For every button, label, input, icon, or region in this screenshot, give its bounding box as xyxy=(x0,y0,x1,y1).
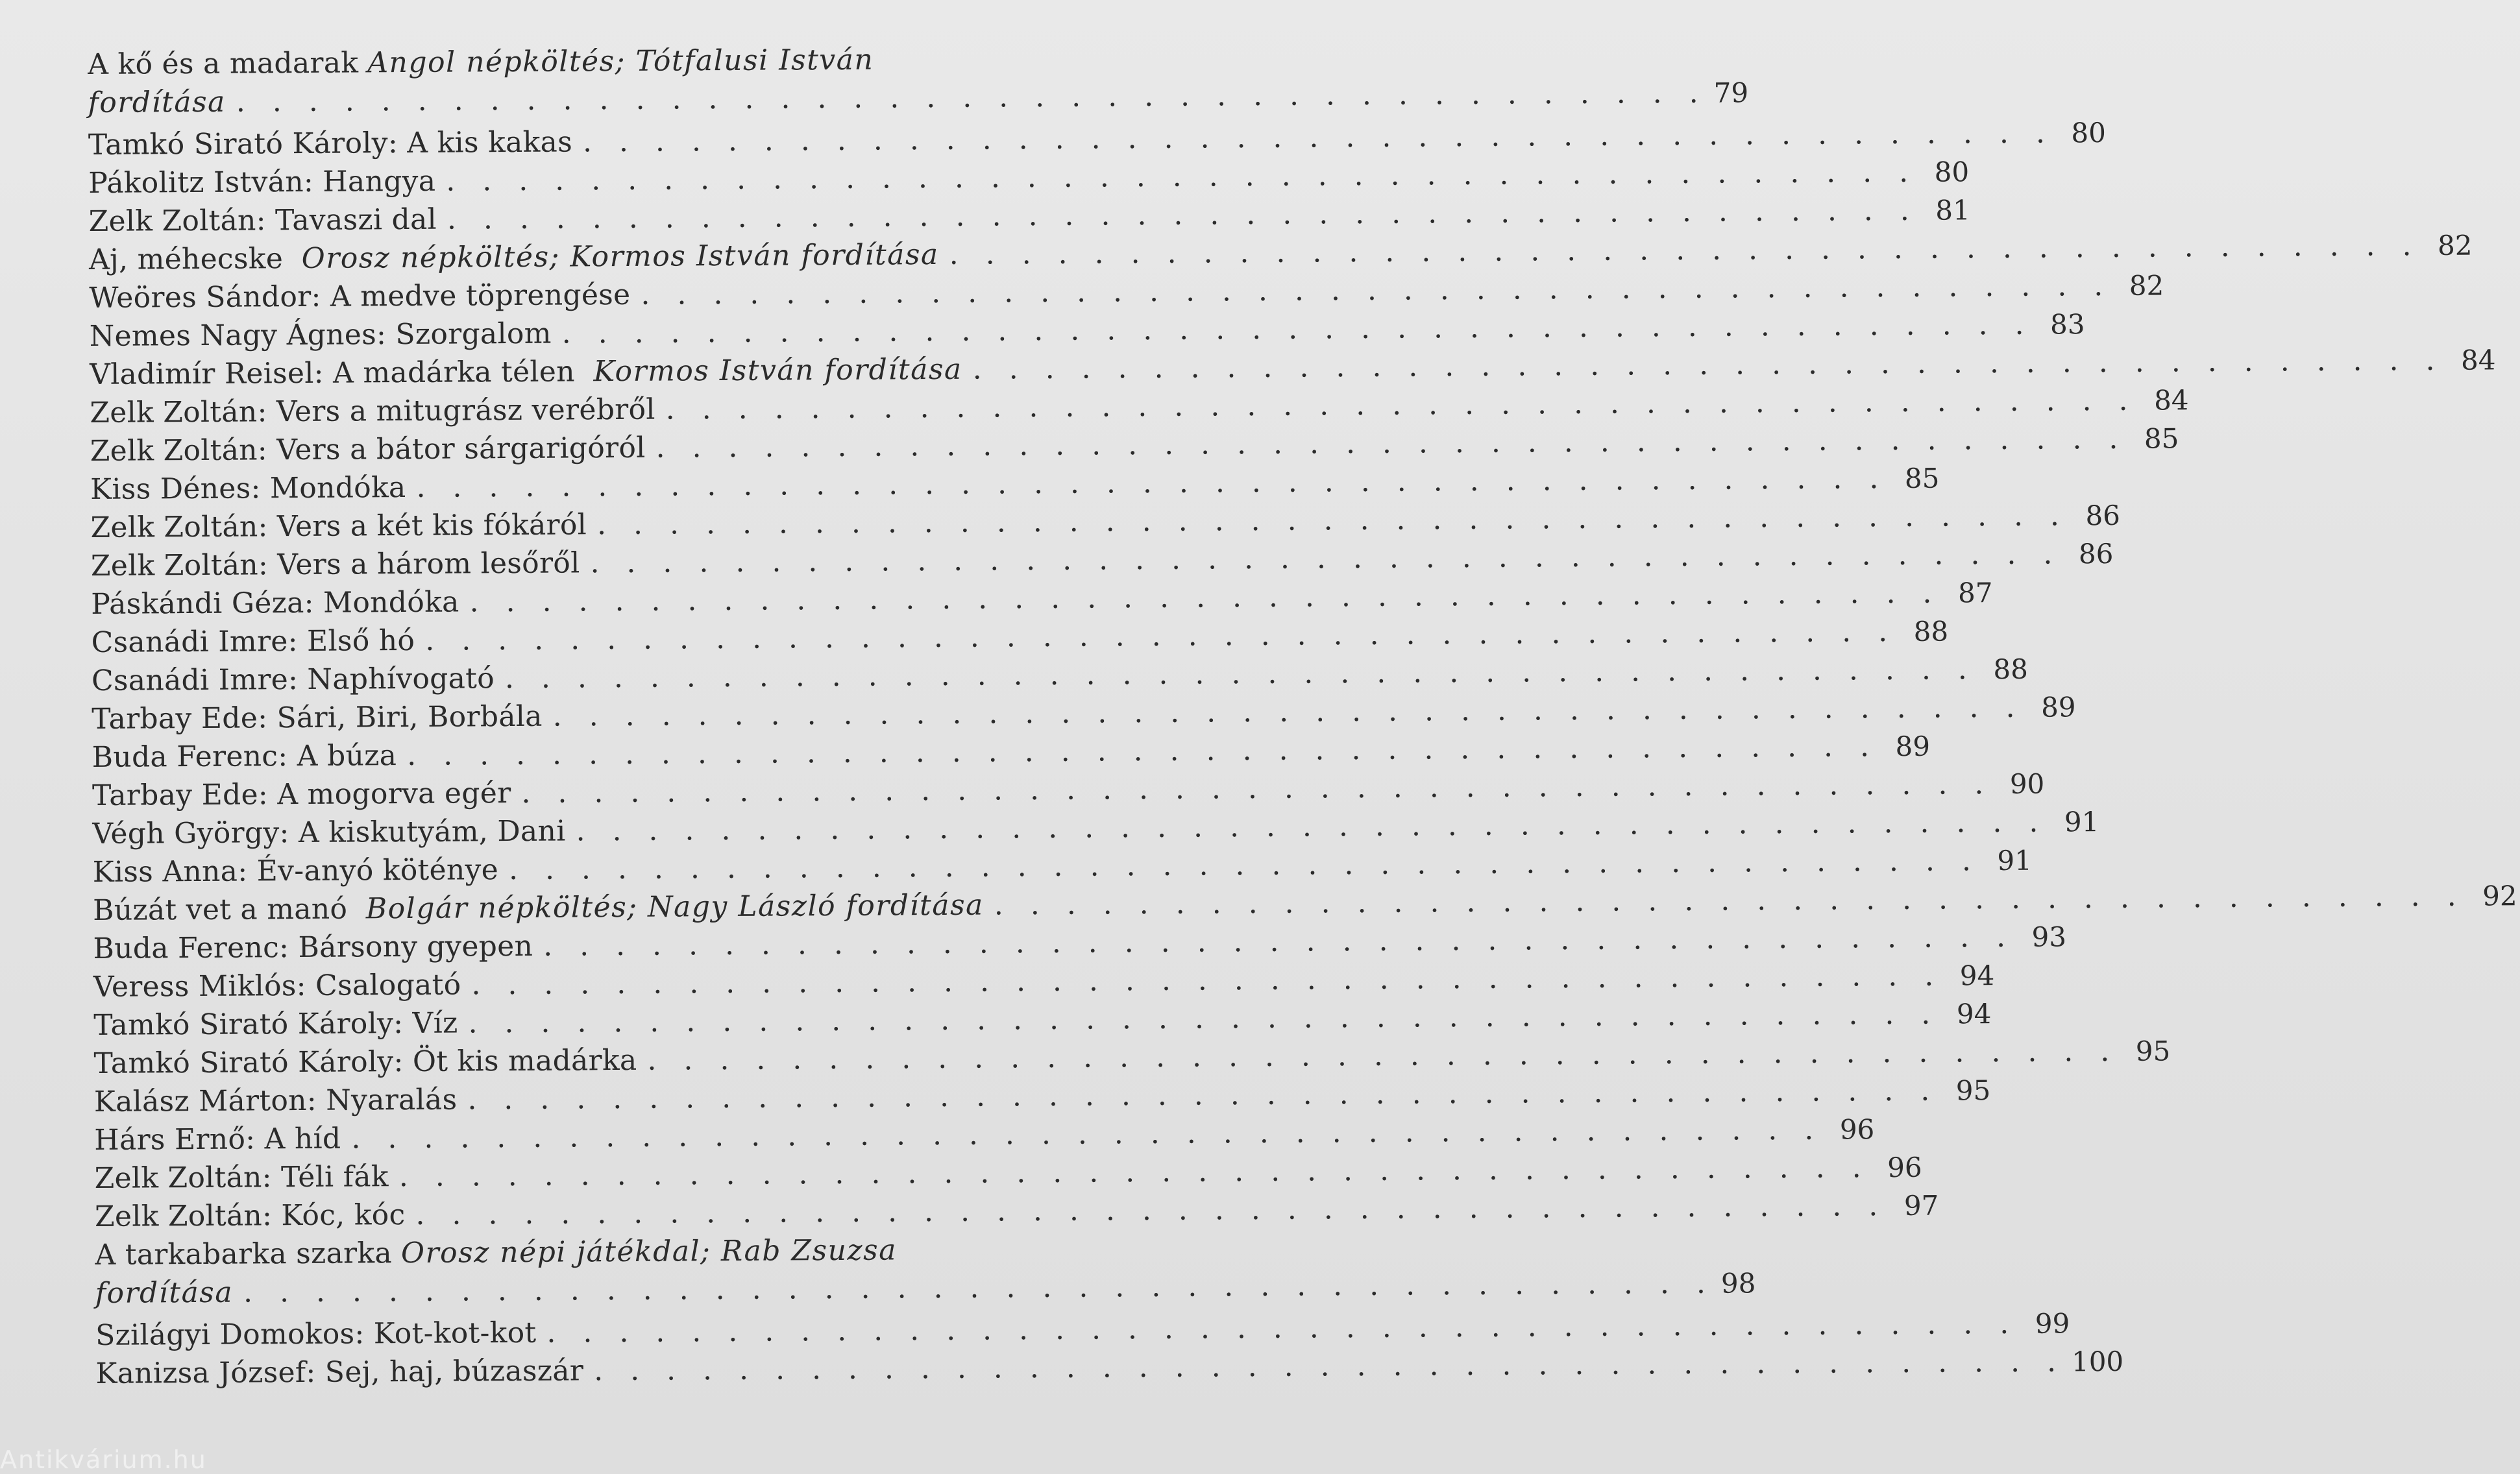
dot-leader: . . . . . . . . . . . . . . . . . . . . . . . . . . . . . . . . . . . . . . . . . xyxy=(425,614,1897,657)
toc-entry-title: Szilágyi Domokos: Kot-kot-kot xyxy=(95,1316,537,1352)
dot-leader: . . . . . . . . . . . . . . . . . . . . . . . . . . . . . . . . . . . . . . . . . xyxy=(665,383,2137,426)
toc-entry-row xyxy=(89,343,2496,394)
dot-leader: . . . . . . . . . . . . . . . . . . . . . . . . . . . . . . . . . . . . . . . . . xyxy=(543,920,2015,963)
toc-entry xyxy=(95,1345,2124,1393)
dot-leader: . . . . . . . . . . . . . . . . . . . . . . . . . . . . . . . . . . . . . . . . . xyxy=(415,1189,1887,1231)
dot-leader: . . . . . . . . . . . . . . . . . . . . . . . . . . . . . . . . . . . . . . . . . xyxy=(351,1113,1823,1155)
page-number: 83 xyxy=(2049,308,2085,341)
toc-entry-translation-note-continued: fordítása xyxy=(95,1275,234,1310)
toc-entry-title: Végh György: A kiskutyám, Dani xyxy=(92,814,566,851)
page-number: 99 xyxy=(2035,1307,2070,1340)
toc-entry-title: Aj, méhecske xyxy=(88,242,284,276)
toc-entry-title: Zelk Zoltán: Vers a mitugrász verébről xyxy=(90,393,655,429)
toc-entry-title: Nemes Nagy Ágnes: Szorgalom xyxy=(89,317,552,353)
toc-entry xyxy=(92,690,2076,738)
toc-entry-row xyxy=(94,1151,1922,1198)
dot-leader: . . . . . . . . . . . . . . . . . . . . . . . . . . . . . . . . . . . . . . . . . xyxy=(398,1151,1870,1194)
dot-leader: . . . . . . . . . . . . . . . . . . . . . . . . . . . . . . . . . . . . . . . . . xyxy=(593,1345,2066,1388)
toc-entry-title: Kiss Anna: Év-anyó köténye xyxy=(92,853,499,889)
toc-entry-translation-note: Angol népköltés; Tótfalusi István xyxy=(367,43,874,80)
toc-entry-row xyxy=(89,308,2085,356)
toc-entry-row xyxy=(90,462,1940,509)
toc-entry-title: Zelk Zoltán: Vers a három lesőről xyxy=(90,546,580,583)
toc-entry-title: Kanizsa József: Sej, haj, búzaszár xyxy=(95,1354,584,1390)
toc-entry-translation-note-continued: fordítása xyxy=(88,85,226,119)
toc-entry-title: Pákolitz István: Hangya xyxy=(88,164,436,200)
dot-leader: . . . . . . . . . . . . . . . . . . . . . . . . . . . . . . . . . . . . . . . . . xyxy=(949,229,2421,271)
page-number: 86 xyxy=(2078,537,2114,570)
page-number: 88 xyxy=(1913,615,1949,647)
page-number: 92 xyxy=(2482,880,2517,912)
toc-entry xyxy=(89,343,2496,394)
toc-entry xyxy=(90,537,2114,585)
toc-entry-row xyxy=(95,1345,2124,1393)
toc-entry xyxy=(92,730,1931,777)
page-number: 98 xyxy=(1720,1267,1756,1299)
toc-entry-row xyxy=(90,422,2179,470)
dot-leader: . . . . . . . . . . . . . . . . . . . . . . . . . . . . . . . . . . . . . . . . . xyxy=(468,997,1940,1040)
toc-entry xyxy=(94,1151,1922,1198)
toc-entry-title: Zelk Zoltán: Kóc, kóc xyxy=(94,1198,406,1233)
toc-entry-title: Hárs Ernő: A híd xyxy=(94,1122,341,1157)
dot-leader: . . . . . . . . . . . . . . . . . . . . . . . . . . . . . . . . . . . . . . . . . xyxy=(416,462,1888,504)
toc-entry-row xyxy=(92,805,2099,853)
toc-entry xyxy=(94,1189,1939,1236)
toc-entry-row xyxy=(92,730,1931,777)
toc-entry-row xyxy=(93,920,2067,968)
toc-entry xyxy=(89,269,2164,317)
table-of-contents xyxy=(88,40,2517,1393)
page-number: 89 xyxy=(2040,691,2076,723)
page-number: 95 xyxy=(2135,1035,2171,1067)
page-number: 95 xyxy=(1955,1074,1991,1107)
toc-entry xyxy=(93,959,1995,1006)
toc-entry xyxy=(92,844,2033,891)
toc-entry xyxy=(91,576,1993,623)
page-number: 93 xyxy=(2031,921,2067,953)
toc-entry xyxy=(90,383,2189,432)
dot-leader: . . . . . . . . . . . . . . . . . . . . . . . . . . . . . . . . . . . . . . . . . xyxy=(576,805,2048,848)
toc-entry-second-line xyxy=(88,76,1749,122)
toc-entry-title: Tarbay Ede: A mogorva egér xyxy=(92,777,511,812)
toc-entry-title: Búzát vet a manó xyxy=(92,892,348,927)
dot-leader: . . . . . . . . . . . . . . . . . . . . . . . . . . . . . . . . . . . . . . . . . xyxy=(582,116,2055,159)
page-number: 91 xyxy=(2064,806,2099,838)
toc-entry xyxy=(90,422,2179,470)
toc-entry-title: Csanádi Imre: Naphívogató xyxy=(91,662,495,697)
toc-entry-title: Tamkó Sirató Károly: Öt kis madárka xyxy=(93,1043,637,1080)
toc-entry xyxy=(88,229,2473,279)
dot-leader: . . . . . . . . . . . . . . . . . . . . . . . . . . . . . . . . . . . . . . . . . xyxy=(590,537,2062,580)
toc-entry-row xyxy=(88,193,1970,241)
page-number: 94 xyxy=(1956,998,1992,1030)
toc-entry xyxy=(93,997,1992,1045)
toc-entry-row xyxy=(94,1113,1875,1159)
watermark-text: Antikvárium.hu xyxy=(0,1445,207,1474)
toc-entry-row xyxy=(90,499,2121,547)
toc-entry-title: Kalász Márton: Nyaralás xyxy=(93,1083,458,1118)
toc-entry-translation-note: Bolgár népköltés; Nagy László fordítása xyxy=(365,888,984,926)
dot-leader: . . . . . . . . . . . . . . . . . . . . . . . . . . . . . . . . . . . . . . . . . xyxy=(447,193,1918,236)
toc-entry-title: Tarbay Ede: Sári, Biri, Borbála xyxy=(92,699,543,736)
toc-entry-row xyxy=(93,1074,1991,1121)
toc-entry xyxy=(95,1307,2070,1355)
page-number: 87 xyxy=(1957,577,1993,609)
toc-entry xyxy=(88,193,1970,241)
toc-entry-row xyxy=(88,155,1970,202)
toc-entry-row xyxy=(91,614,1949,662)
toc-entry-row xyxy=(90,537,2114,585)
page-number: 88 xyxy=(1993,653,2028,686)
page-number: 94 xyxy=(1959,960,1995,992)
toc-entry-translation-note: Orosz népköltés; Kormos István fordítása xyxy=(301,237,939,275)
toc-entry xyxy=(91,653,2028,700)
toc-entry-title: Zelk Zoltán: Tavaszi dal xyxy=(88,202,437,238)
toc-entry-row xyxy=(91,576,1993,623)
toc-entry-row xyxy=(88,116,2106,164)
toc-entry-title: Zelk Zoltán: Téli fák xyxy=(94,1160,389,1195)
toc-entry-row xyxy=(92,844,2033,891)
page-number: 82 xyxy=(2129,269,2164,302)
dot-leader: . . . . . . . . . . . . . . . . . . . . . . . . . . . . . . . . . . . . . . . . . xyxy=(546,1307,2018,1349)
toc-entry-title: Weöres Sándor: A medve töprengése xyxy=(89,278,631,315)
dot-leader: . . . . . . . . . . . . . . . . . . . . . . . . . . . . . . . . . . . . . . . . . xyxy=(655,422,2127,465)
dot-leader: . . . . . . . . . . . . . . . . . . . . . . . . . . . . . . . . . . . . . . . . . xyxy=(407,730,1879,773)
dot-leader: . . . . . . . . . . . . . . . . . . . . . . . . . . . . . . . . . . . . . . . . . xyxy=(552,690,2024,733)
dot-leader: . . . . . . . . . . . . . . . . . . . . . . . . . . . . . . . . . . . . . . . . . xyxy=(508,844,1981,887)
toc-entry-row xyxy=(93,997,1992,1045)
toc-entry-row xyxy=(92,879,2517,930)
page-number: 96 xyxy=(1887,1151,1922,1184)
page-number: 97 xyxy=(1903,1189,1939,1222)
toc-entry-row xyxy=(93,959,1995,1006)
toc-entry-first-line xyxy=(95,1231,990,1274)
toc-entry xyxy=(93,1074,1991,1121)
toc-entry-translation-note: Orosz népi játékdal; Rab Zsuzsa xyxy=(400,1233,898,1270)
toc-entry-row xyxy=(90,383,2189,432)
toc-entry xyxy=(88,116,2106,164)
page-number: 85 xyxy=(2144,422,2179,455)
page-number: 86 xyxy=(2085,499,2121,532)
toc-entry-title: A tarkabarka szarka xyxy=(95,1237,393,1272)
dot-leader: . . . . . . . . . . . . . . . . . . . . . . . . . . . . . . . . . . . . . . . . . xyxy=(641,269,2112,311)
dot-leader: . . . . . . . . . . . . . . . . . . . . . . . . . . . . . . . . . . . . . . . . . xyxy=(561,308,2033,350)
toc-entry xyxy=(93,1034,2171,1083)
toc-entry-row xyxy=(91,653,2028,700)
toc-entry-first-line xyxy=(88,40,983,84)
dot-leader: . . . . . . . . . . . . . . . . . . . . . . . . . . . . . . . . . . . . . . . . . xyxy=(504,653,1976,695)
toc-entry-row xyxy=(94,1189,1939,1236)
dot-leader: . . . . . . . . . . . . . . . . . . . . . . . . . . . . . . . . . . . . . . . . . xyxy=(243,1266,1715,1309)
dot-leader: . . . . . . . . . . . . . . . . . . . . . . . . . . . . . . . . . . . . . . . . . xyxy=(471,959,1943,1002)
toc-entry-translation-note: Kormos István fordítása xyxy=(593,352,962,389)
toc-entry-title: Buda Ferenc: A búza xyxy=(92,739,397,774)
toc-entry-title: Tamkó Sirató Károly: Víz xyxy=(93,1006,458,1042)
toc-entry-row xyxy=(95,1307,2070,1355)
toc-entry xyxy=(92,767,2045,815)
page-number: 81 xyxy=(1935,194,1970,226)
dot-leader: . . . . . . . . . . . . . . . . . . . . . . . . . . . . . . . . . . . . . . . . . xyxy=(972,343,2444,386)
toc-entry xyxy=(92,879,2517,930)
toc-entry-title: Veress Miklós: Csalogató xyxy=(93,968,461,1004)
dot-leader: . . . . . . . . . . . . . . . . . . . . . . . . . . . . . . . . . . . . . . . . . xyxy=(469,576,1941,619)
toc-entry xyxy=(89,308,2085,356)
page-number: 80 xyxy=(2071,117,2106,149)
dot-leader: . . . . . . . . . . . . . . . . . . . . . . . . . . . . . . . . . . . . . . . . . xyxy=(596,499,2069,542)
toc-entry-title: Zelk Zoltán: Vers a két kis fókáról xyxy=(90,508,587,544)
toc-entry-row xyxy=(88,229,2473,279)
toc-entry-row xyxy=(92,690,2076,738)
dot-leader: . . . . . . . . . . . . . . . . . . . . . . . . . . . . . . . . . . . . . . . . . xyxy=(467,1074,1939,1117)
page-number: 80 xyxy=(1934,156,1970,188)
toc-entry-title: Vladimír Reisel: A madárka télen xyxy=(89,355,575,391)
toc-entry-title: Páskándi Géza: Mondóka xyxy=(91,585,459,621)
page-number: 90 xyxy=(2009,767,2045,800)
dot-leader: . . . . . . . . . . . . . . . . . . . . . . . . . . . . . . . . . . . . . . . . . xyxy=(446,155,1918,198)
page-number: 96 xyxy=(1839,1113,1875,1146)
toc-entry-second-line xyxy=(95,1266,1756,1312)
toc-entry-title: Csanádi Imre: Első hó xyxy=(91,623,415,659)
toc-entry xyxy=(88,40,1749,126)
toc-entry-title: A kő és a madarak xyxy=(88,46,359,81)
page-number: 82 xyxy=(2437,229,2473,261)
toc-entry xyxy=(88,155,1970,202)
page-number: 79 xyxy=(1713,77,1749,109)
toc-entry xyxy=(93,920,2067,968)
page-number: 85 xyxy=(1904,462,1940,494)
toc-entry xyxy=(94,1113,1875,1159)
page-number: 91 xyxy=(1997,844,2033,877)
toc-entry-title: Zelk Zoltán: Vers a bátor sárgarigóról xyxy=(90,431,646,468)
toc-entry xyxy=(91,614,1949,662)
toc-entry-title: Kiss Dénes: Mondóka xyxy=(90,471,406,506)
toc-entry xyxy=(90,462,1940,509)
dot-leader: . . . . . . . . . . . . . . . . . . . . . . . . . . . . . . . . . . . . . . . . . xyxy=(994,879,2465,922)
dot-leader: . . . . . . . . . . . . . . . . . . . . . . . . . . . . . . . . . . . . . . . . . xyxy=(647,1034,2119,1077)
page-number: 89 xyxy=(1895,730,1931,763)
toc-entry-row xyxy=(93,1034,2171,1083)
dot-leader: . . . . . . . . . . . . . . . . . . . . . . . . . . . . . . . . . . . . . . . . . xyxy=(521,767,1993,810)
toc-entry-row xyxy=(92,767,2045,815)
toc-entry xyxy=(95,1231,1756,1316)
page-number: 100 xyxy=(2071,1345,2124,1378)
page-number: 84 xyxy=(2153,384,2189,417)
toc-entry xyxy=(92,805,2099,853)
toc-entry xyxy=(90,499,2121,547)
toc-entry-title: Buda Ferenc: Bársony gyepen xyxy=(93,929,533,965)
toc-entry-title: Tamkó Sirató Károly: A kis kakas xyxy=(88,125,573,162)
dot-leader: . . . . . . . . . . . . . . . . . . . . . . . . . . . . . . . . . . . . . . . . . xyxy=(236,76,1707,119)
toc-entry-row xyxy=(89,269,2164,317)
page-number: 84 xyxy=(2460,344,2496,376)
